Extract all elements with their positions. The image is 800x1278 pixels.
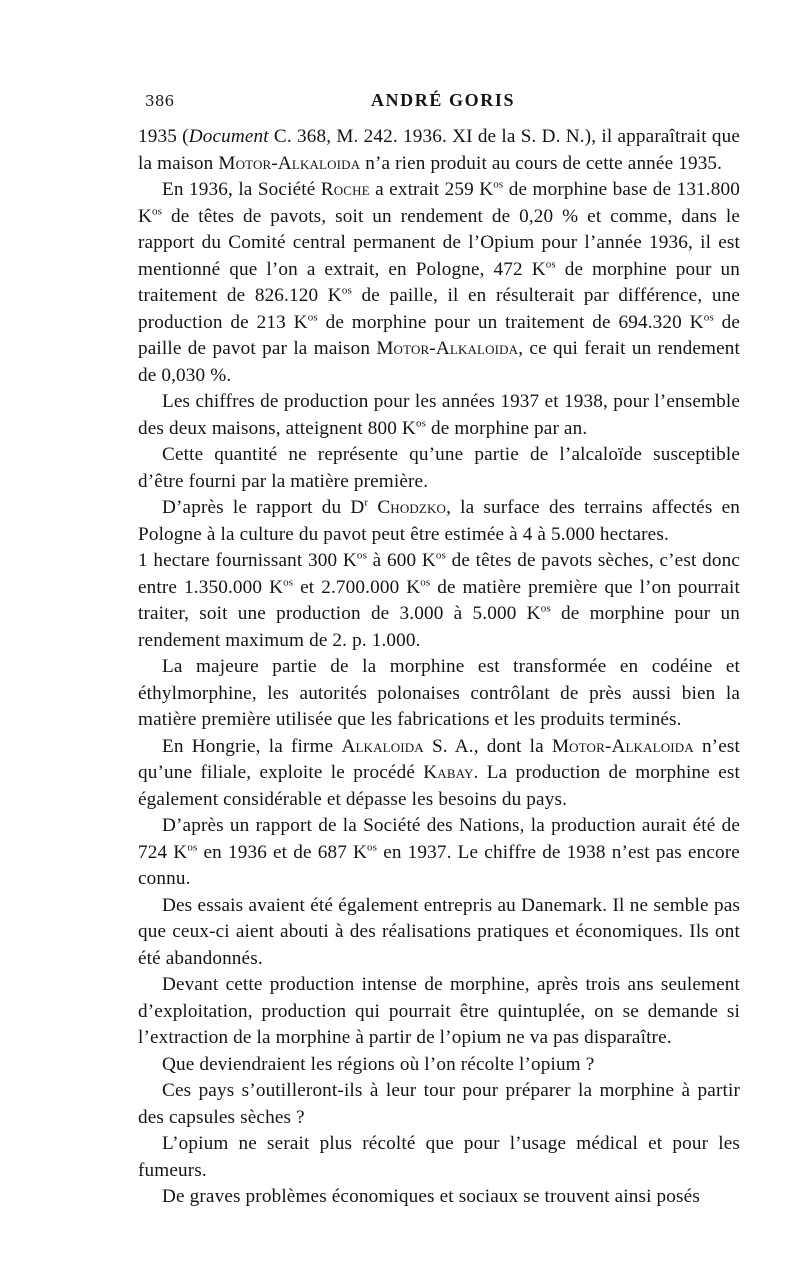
paragraph-4: Cette quantité ne représente qu’une partie de l’alcaloïde susceptible d’être fourni par la matière première. bbox=[138, 444, 740, 492]
company-name: Alkaloida bbox=[341, 735, 424, 757]
paragraph-6: 1 hectare fournissant 300 $K^{os}$ à 600 $K^{os}$ de têtes de pavots sèches, c’est donc entre 1.350.000 $K^{os}$ et 2.700.000 $K^{os}$ de matière première que l’on pourrait traiter, soit une production de 3.000 à 5.000 $K^{os}$ de morphine pour un rendement maximum de 2. p. 1.000. bbox=[138, 549, 740, 651]
company-name: Motor-Alkaloida bbox=[551, 735, 694, 757]
paragraph-13: Ces pays s’outilleront-ils à leur tour pour préparer la morphine à partir des capsules sèches ? bbox=[138, 1080, 740, 1128]
paragraph-5: D’après le rapport du $D^r$ Chodzko, la surface des terrains affectés en Pologne à la culture du pavot peut être estimée à 4 à 5.000 hectares. bbox=[138, 496, 740, 545]
paragraph-15: De graves problèmes économiques et sociaux se trouvent ainsi posés bbox=[162, 1186, 700, 1207]
body-text bbox=[138, 124, 740, 1211]
paragraph-9: D’après un rapport de la Société des Nations, la production aurait été de 724 $K^{os}$ en 1936 et de 687 $K^{os}$ en 1937. Le chiffre de 1938 n’est pas encore connu. bbox=[138, 815, 740, 889]
running-title: ANDRÉ GORIS bbox=[370, 90, 516, 110]
company-name: Motor-Alkaloida bbox=[218, 152, 361, 174]
page-number: 386 bbox=[145, 92, 175, 110]
paragraph-7: La majeure partie de la morphine est transformée en codéine et éthylmorphine, les autorités polonaises contrôlant de près aussi bien la matière première utilisée que les fabrications et les produits terminés. bbox=[138, 656, 740, 730]
process-name: Kabay bbox=[423, 762, 474, 783]
paragraph-12: Que deviendraient les régions où l’on récolte l’opium ? bbox=[162, 1053, 595, 1075]
company-name: Roche bbox=[320, 179, 370, 200]
document-italic: Document bbox=[188, 126, 269, 147]
page-header bbox=[145, 90, 741, 114]
paragraph-11: Devant cette production intense de morphine, après trois ans seulement d’exploitation, production qui pourrait être quintuplée, on se demande si l’extraction de la morphine à partir de l’opium ne va pas disparaître. bbox=[138, 974, 740, 1048]
paragraph-3: Les chiffres de production pour les années 1937 et 1938, pour l’ensemble des deux maisons, atteignent 800 $K^{os}$ de morphine par an. bbox=[138, 391, 740, 439]
paragraph-10: Des essais avaient été également entrepris au Danemark. Il ne semble pas que ceux-ci aient abouti à des réalisations pratiques et économiques. Ils ont été abandonnés. bbox=[138, 894, 740, 969]
company-name: Motor-Alkaloida bbox=[376, 338, 519, 359]
author-name: Chodzko bbox=[377, 497, 447, 518]
paragraph-1: 1935 (Document C. 368, M. 242. 1936. XI de la S. D. N.), il apparaîtrait que la maison Motor-Alkaloida n’a rien produit au cours de cette année 1935. bbox=[138, 126, 740, 174]
paragraph-14: L’opium ne serait plus récolté que pour l’usage médical et pour les fumeurs. bbox=[138, 1133, 740, 1181]
paragraph-2: En 1936, la Société Roche a extrait 259 $K^{os}$ de morphine base de 131.800 $K^{os}$ de têtes de pavots, soit un rendement de 0,20 % et comme, dans le rapport du Comité central permanent de l’Opium pour l’année 1936, il est mentionné que l’on a extrait, en Pologne, 472 $K^{os}$ de morphine pour un traitement de 826.120 $K^{os}$ de paille, il en résulterait par différence, une production de 213 $K^{os}$ de morphine pour un traitement de 694.320 $K^{os}$ de paille de pavot par la maison Motor-Alkaloida, ce qui ferait un rendement de 0,030 %. bbox=[138, 178, 741, 386]
paragraph-8: En Hongrie, la firme Alkaloida S. A., dont la Motor-Alkaloida n’est qu’une filiale, exploite le procédé Kabay. La production de morphine est également considérable et dépasse les besoins du pays. bbox=[138, 735, 740, 810]
